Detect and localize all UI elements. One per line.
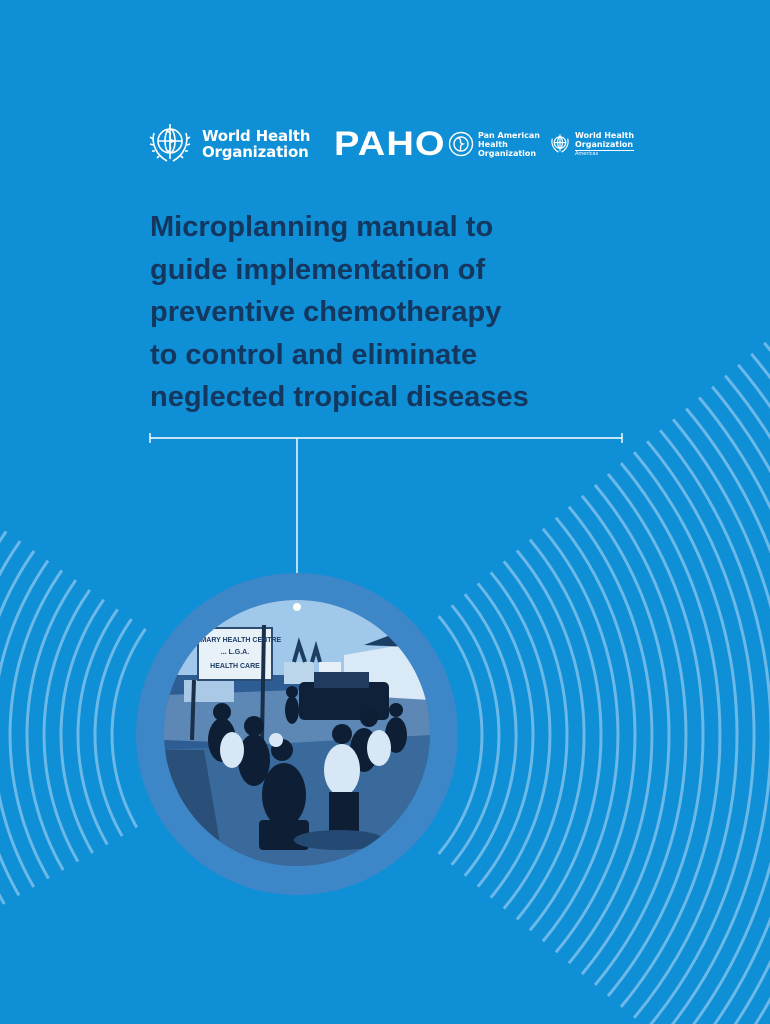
who-americas-region: Americas (575, 150, 634, 158)
sign-line-2: ... L.G.A. (220, 649, 250, 656)
health-centre-photo (164, 600, 430, 866)
sign-line-3: HEALTH CARE (210, 663, 260, 670)
title-line: to control and eliminate (150, 338, 478, 371)
who-name-line2: Organization (202, 143, 309, 161)
who-name-line1: World Health (202, 127, 311, 145)
sign-line-1: PRIMARY HEALTH CENTRE (188, 637, 282, 644)
health-centre-scene-image (164, 600, 430, 866)
paho-name-line2: Health (477, 139, 508, 149)
paho-wordmark: PAHO (334, 125, 446, 163)
connector-dot (293, 603, 301, 611)
title-line: Microplanning manual to (150, 211, 494, 243)
wave-arc (44, 590, 90, 862)
paho-name-line3: Organization (477, 148, 537, 158)
wave-arc (61, 600, 104, 853)
wave-arc (478, 583, 533, 886)
title-line: guide implementation of (150, 253, 486, 286)
who-americas-line1: World Health (575, 130, 635, 140)
who-americas-line2: Organization (575, 139, 634, 149)
title-line: neglected tropical diseases (150, 381, 529, 413)
paho-name-line1: Pan American (477, 130, 540, 140)
title-line: preventive chemotherapy (150, 296, 502, 328)
